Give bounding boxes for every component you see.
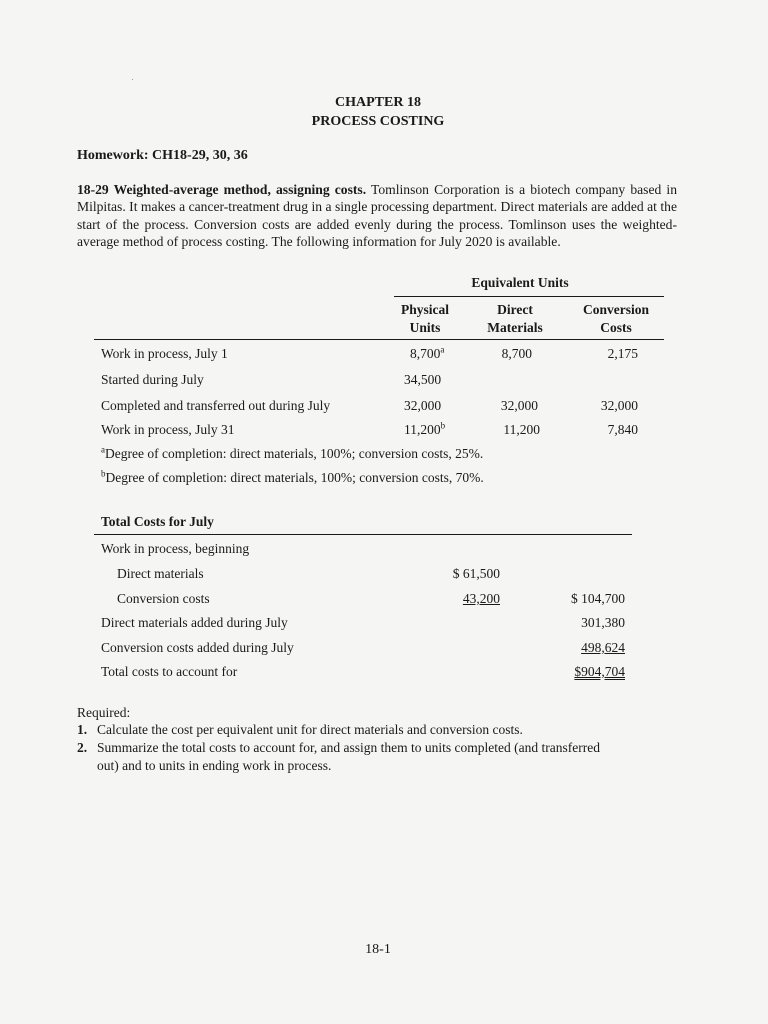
problem-title: 18-29 Weighted-average method, assigning costs. xyxy=(77,182,367,197)
units-row-cc: 7,840 xyxy=(607,422,638,437)
required-item-1: 1. Calculate the cost per equivalent unit for direct materials and conversion costs. xyxy=(77,722,523,737)
units-row-physical: 32,000 xyxy=(404,398,442,413)
costs-row-mid: 43,200 xyxy=(462,591,500,606)
footnote-mark: b xyxy=(440,420,446,431)
costs-row-mid: $ 61,500 xyxy=(452,566,500,581)
header-rule xyxy=(94,339,664,340)
units-row-label: Completed and transferred out during July xyxy=(101,398,331,413)
footnote-mark: a xyxy=(440,344,445,355)
footnote-a: $^a$Degree of completion: direct materials, 100%; conversion costs, 25%. xyxy=(101,444,484,461)
problem-body: Tomlinson Corporation is a biotech company based in Milpitas. It makes a cancer-treatment drug in a single processing department. Direct materials are added at the start of the process. Conversion costs are added evenly during the process. Tomlinson uses the weighted-average method of process costing. The following information for July 2020 is available. xyxy=(77,182,677,250)
costs-row-right: $ 104,700 xyxy=(571,591,625,606)
units-row-label: Started during July xyxy=(101,372,204,387)
costs-table-title: Total Costs for July xyxy=(101,514,214,529)
costs-row-total: $904,704 xyxy=(574,664,625,679)
costs-row-label: Conversion costs xyxy=(117,591,210,606)
costs-row-right: 498,624 xyxy=(581,640,625,655)
units-row-dm: 32,000 xyxy=(500,398,538,413)
homework-line: Homework: CH18-29, 30, 36 xyxy=(77,148,248,163)
col-header-physical: Physical Units xyxy=(400,302,449,335)
units-row-dm: 8,700 xyxy=(501,346,532,361)
scan-speck xyxy=(132,79,133,80)
costs-row-label: Conversion costs added during July xyxy=(101,640,294,655)
units-row-physical: 11,200$^b$ xyxy=(404,420,446,437)
costs-row-label: Total costs to account for xyxy=(101,664,238,679)
units-row-label: Work in process, July 31 xyxy=(101,422,235,437)
group-header-rule xyxy=(394,296,664,297)
costs-row-right: 301,380 xyxy=(581,615,625,630)
costs-title-rule xyxy=(94,534,632,535)
costs-row-label: Direct materials xyxy=(117,566,204,581)
page-number: 18-1 xyxy=(365,942,391,957)
col-header-conversion-costs: Conversion Costs xyxy=(582,302,649,335)
units-row-cc: 32,000 xyxy=(600,398,638,413)
chapter-heading: CHAPTER 18 xyxy=(335,95,421,110)
costs-row-label: Work in process, beginning xyxy=(101,541,250,556)
equivalent-units-header: Equivalent Units xyxy=(471,275,569,290)
units-row-label: Work in process, July 1 xyxy=(101,346,228,361)
units-row-physical: 8,700$^a$ xyxy=(410,344,445,361)
chapter-subtitle: PROCESS COSTING xyxy=(311,114,445,129)
units-row-dm: 11,200 xyxy=(503,422,540,437)
footnote-b: $^b$Degree of completion: direct materials, 100%; conversion costs, 70%. xyxy=(101,468,484,485)
required-item-2: 2. Summarize the total costs to account for, and assign them to units completed (and transferred xyxy=(77,740,600,755)
costs-row-label: Direct materials added during July xyxy=(101,615,288,630)
required-item-2-continued: out) and to units in ending work in process. xyxy=(97,758,332,773)
units-row-cc: 2,175 xyxy=(607,346,638,361)
problem-statement xyxy=(77,181,677,251)
col-header-direct-materials: Direct Materials xyxy=(487,302,543,335)
required-heading: Required: xyxy=(77,705,131,720)
units-row-physical: 34,500 xyxy=(404,372,442,387)
